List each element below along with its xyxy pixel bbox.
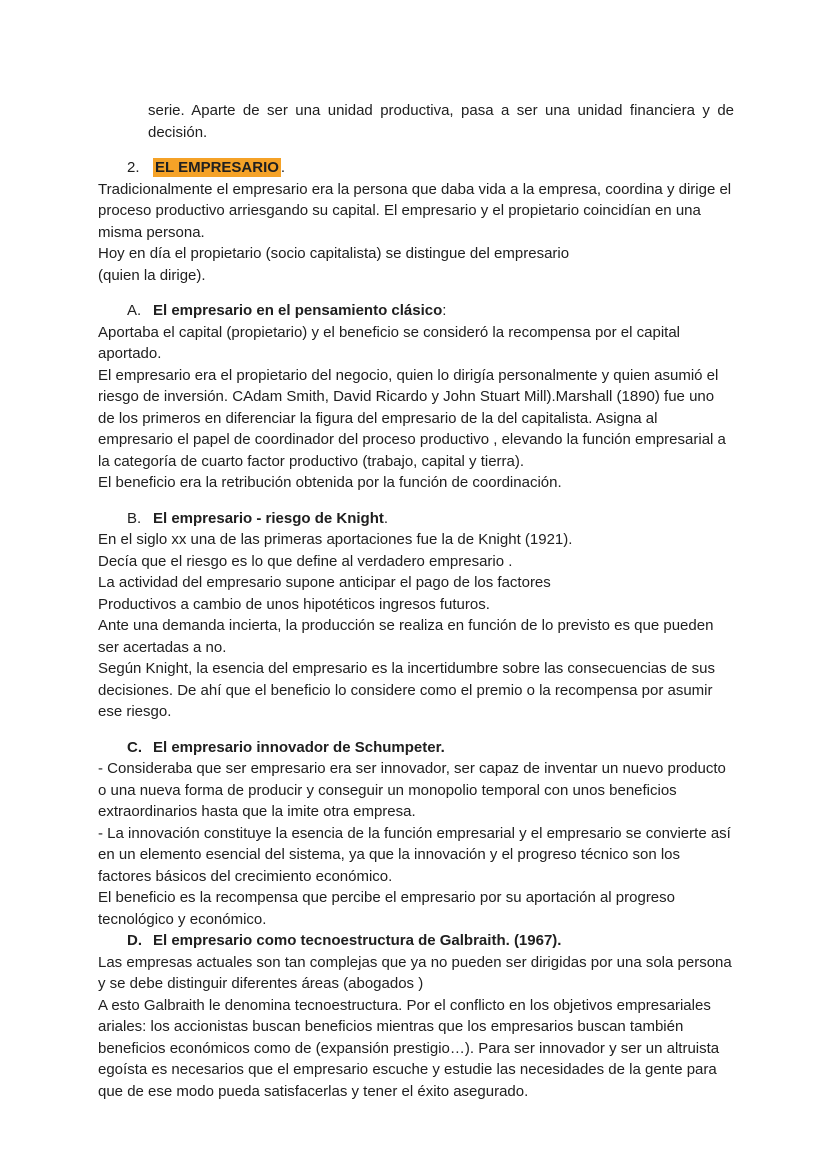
paragraph-aportaba: Aportaba el capital (propietario) y el beneficio se consideró la recompensa por el capital aportado. [98, 323, 680, 362]
paragraph-empresas-complejas: Las empresas actuales son tan complejas que ya no pueden ser dirigidas por una sola persona y se debe distinguir diferentes áreas (abogados ) [98, 953, 732, 992]
section-2-number: 2. [127, 159, 140, 176]
subsection-a-letter: A. [127, 302, 142, 319]
line-quien-la-dirige: (quien la dirige). [98, 266, 206, 284]
subsection-c-title: El empresario innovador de Schumpeter. [153, 738, 445, 756]
subsection-c-heading [98, 737, 734, 759]
subsection-b-title: El empresario - riesgo de Knight [153, 509, 384, 527]
subsection-d-letter: D. [127, 932, 142, 949]
paragraph-segun-knight: Según Knight, la esencia del empresario es la incertidumbre sobre las consecuencias de sus decisiones. De ahí que el beneficio lo considere como el premio o la recompensa por asumir ese riesgo. [98, 660, 716, 720]
paragraph-beneficio-retribucion: El beneficio era la retribución obtenida por la función de coordinación. [98, 474, 562, 491]
line-productivos: Productivos a cambio de unos hipotéticos ingresos futuros. [98, 595, 490, 613]
line-hoy-en-dia: Hoy en día el propietario (socio capitalista) se distingue del empresario [98, 245, 570, 262]
section-2-title-highlighted: EL EMPRESARIO [155, 159, 279, 176]
line-actividad-empresario: La actividad del empresario supone anticipar el pago de los factores [98, 574, 551, 591]
paragraph-beneficio-recompensa: El beneficio es la recompensa que percibe el empresario por su aportación al progreso tecnológico y económico. [98, 889, 675, 928]
paragraph-tradicionalmente: Tradicionalmente el empresario era la persona que daba vida a la empresa, coordina y dirige el proceso productivo arriesgando su capital. El empresario y el propietario coincidían en una misma persona. [98, 180, 732, 241]
section-2-title-period: . [280, 159, 286, 176]
subsection-a-heading [98, 300, 734, 322]
line-decia-riesgo: Decía que el riesgo es lo que define al verdadero empresario . [98, 552, 513, 570]
subsection-a-title: El empresario en el pensamiento clásico [153, 302, 443, 319]
continued-paragraph: serie. Aparte de ser una unidad productiva, pasa a ser una unidad financiera y de decisión. [148, 102, 734, 141]
paragraph-propietario-negocio: El empresario era el propietario del negocio, quien lo dirigía personalmente y quien asumió el riesgo de inversión. CAdam Smith, David Ricardo y John Stuart Mill).Marshall (1890) fue uno de los primeros en diferenciar la figura del empresario de la del capitalista. Asigna al empresario el papel de coordinador del proceso productivo , elevando la función empresarial a la categoría de cuarto factor productivo (trabajo, capital y tierra). [98, 366, 726, 470]
subsection-b-period: . [383, 509, 389, 527]
paragraph-demanda-incierta: Ante una demanda incierta, la producción se realiza en función de lo previsto es que pueden ser acertadas a no. [98, 617, 714, 656]
subsection-b-heading [98, 508, 734, 530]
line-siglo-xx: En el siglo xx una de las primeras aportaciones fue la de Knight (1921). [98, 531, 573, 548]
subsection-d-title: El empresario como tecnoestructura de Galbraith. (1967). [153, 932, 562, 949]
paragraph-galbraith-tecnoestructura: A esto Galbraith le denomina tecnoestructura. Por el conflicto en los objetivos empresariales ariales: los accionistas buscan beneficios mientras que los empresarios buscan también beneficios económicos como de (expansión prestigio…). Para ser innovador y ser un altruista egoísta es necesarios que el empresario escuche y estudie las necesidades de la gente para que de ese modo pueda satisfacerlas y tener el éxito asegurado. [98, 996, 720, 1100]
paragraph-consideraba-innovador: - Consideraba que ser empresario era ser innovador, ser capaz de inventar un nuevo producto o una nueva forma de producir y conseguir un monopolio temporal con unos beneficios extraordinarios hasta que la imite otra empresa. [98, 760, 726, 820]
subsection-b-letter: B. [127, 509, 142, 527]
section-2-heading [98, 157, 734, 179]
subsection-a-colon: : [442, 302, 447, 319]
subsection-d-heading [98, 930, 734, 952]
subsection-c-letter: C. [127, 738, 142, 756]
paragraph-innovacion-esencia: - La innovación constituye la esencia de la función empresarial y el empresario se convierte así en un elemento esencial del sistema, ya que la innovación y el progreso técnico son los factores básicos del crecimiento económico. [98, 824, 731, 885]
